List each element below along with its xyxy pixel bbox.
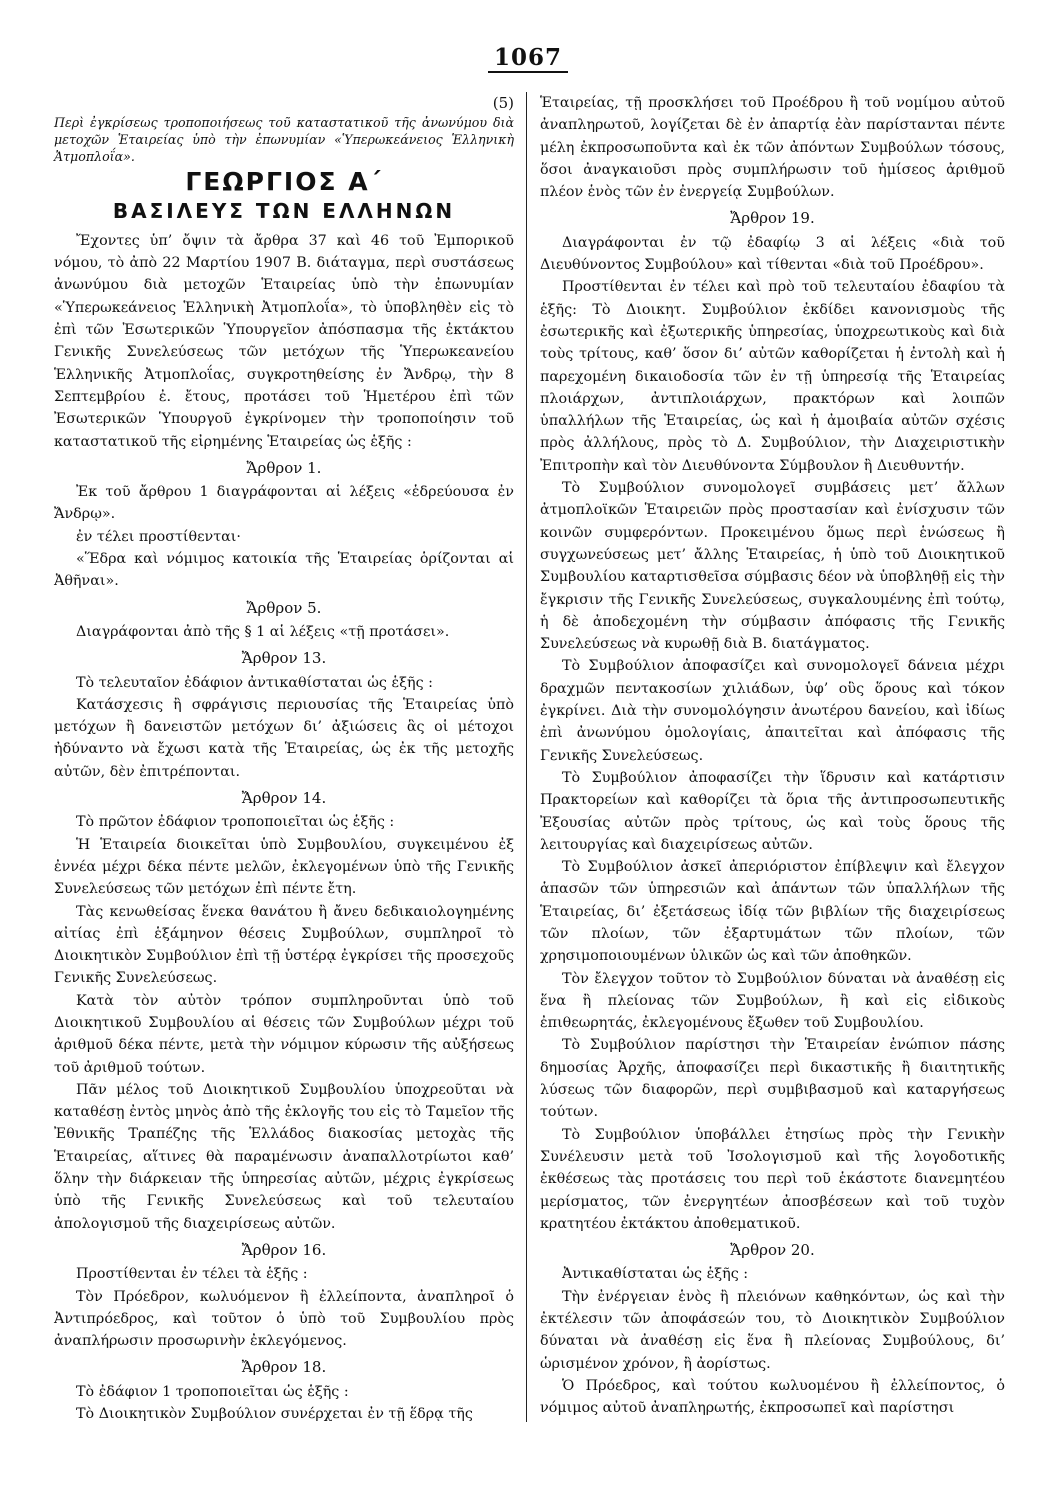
article-heading: Ἄρθρον 1. [246, 458, 322, 477]
paragraph: Τὸ Συμβούλιον παρίστησι τὴν Ἑταιρείαν ἐνώπιον πάσης δημοσίας Ἀρχῆς, ἀποφασίζει περὶ δικαστικῆς ἢ διαιτητικῆς λύσεως τῶν διαφορῶν, περὶ συμβιβασμοῦ καὶ καταργήσεως τούτων. [540, 1037, 1005, 1121]
paragraph: Διαγράφονται ἀπὸ τῆς § 1 αἱ λέξεις «τῇ προτάσει». [76, 623, 450, 640]
paragraph: Τὸ ἐδάφιον 1 τροποποιεῖται ὡς ἑξῆς : [76, 1383, 349, 1400]
article-heading: Ἄρθρον 5. [246, 598, 322, 617]
paragraph: Τὸ τελευταῖον ἐδάφιον ἀντικαθίσταται ὡς ἑξῆς : [76, 674, 433, 691]
paragraph: Τὸ πρῶτον ἐδάφιον τροποποιεῖται ὡς ἑξῆς : [76, 814, 395, 831]
paragraph: Προστίθενται ἐν τέλει τὰ ἑξῆς : [76, 1266, 308, 1283]
article-heading: Ἄρθρον 13. [241, 649, 327, 668]
page-number: 1067 [0, 44, 1056, 71]
paragraph: Κατὰ τὸν αὐτὸν τρόπον συμπληροῦνται ὑπὸ τοῦ Διοικητικοῦ Συμβουλίου αἱ θέσεις τῶν Συμβούλων μέχρι τοῦ ἀριθμοῦ δέκα πέντε, μετὰ τὴν νόμιμον κύρωσιν τῆς αὐξήσεως τοῦ ἀριθμοῦ τούτων. [54, 992, 514, 1076]
paragraph: Διαγράφονται ἐν τῷ ἐδαφίῳ 3 αἱ λέξεις «διὰ τοῦ Διευθύνοντος Συμβούλου» καὶ τίθενται «διὰ τοῦ Προέδρου». [540, 234, 1005, 274]
paragraph: Τὰς κενωθείσας ἕνεκα θανάτου ἢ ἄνευ δεδικαιολογημένης αἰτίας ἐπὶ ἑξάμηνον θέσεις Συμβούλων, συμπληροῖ τὸ Διοικητικὸν Συμβούλιον ἐπὶ τῇ ὑστέρᾳ ἐγκρίσει τῆς προσεχοῦς Γενικῆς Συνελεύσεως. [54, 903, 514, 987]
paragraph: Ἡ Ἑταιρεία διοικεῖται ὑπὸ Συμβουλίου, συγκειμένου ἐξ ἐννέα μέχρι δέκα πέντε μελῶν, ἐκλεγομένων ὑπὸ τῆς Γενικῆς Συνελεύσεως τῶν μετόχων ἐπὶ πέντε ἔτη. [54, 836, 514, 898]
paragraph: ἐν τέλει προστίθενται· [76, 528, 241, 545]
paragraph: Τὴν ἐνέργειαν ἑνὸς ἢ πλειόνων καθηκόντων, ὡς καὶ τὴν ἐκτέλεσιν τῶν ἀποφάσεών του, τὸ Διοικητικὸν Συμβούλιον δύναται νὰ ἀναθέσῃ εἰς ἕνα ἢ πλείονας Συμβούλους, δι’ ὡρισμένον χρόνον, ἢ ἀορίστως. [540, 1288, 1005, 1372]
article-heading: Ἄρθρον 14. [241, 789, 327, 808]
king-heading: ΓΕΩΡΓΙΟΣ Α΄ [185, 167, 383, 197]
article-heading: Ἄρθρον 18. [241, 1358, 327, 1377]
article-heading: Ἄρθρον 20. [730, 1241, 815, 1260]
paragraph: Ἐκ τοῦ ἄρθρου 1 διαγράφονται αἱ λέξεις «ἑδρεύουσα ἐν Ἄνδρῳ». [54, 484, 514, 523]
left-column [54, 92, 514, 1425]
law-title: Περὶ ἐγκρίσεως τροποποιήσεως τοῦ καταστατικοῦ τῆς ἀνωνύμου διὰ μετοχῶν Ἑταιρείας ὑπὸ τὴν ἐπωνυμίαν «Ὑπερωκεάνειος Ἑλληνικὴ Ἀτμοπλοΐα». [54, 115, 514, 165]
paragraph: Τὸν Πρόεδρον, κωλυόμενον ἢ ἐλλείποντα, ἀναπληροῖ ὁ Ἀντιπρόεδρος, καὶ τοῦτον ὁ ὑπὸ τοῦ Συμβουλίου πρὸς ἀναπλήρωσιν προσωρινὴν ἐκλεγόμενος. [54, 1288, 514, 1350]
paragraph: Κατάσχεσις ἢ σφράγισις περιουσίας τῆς Ἑταιρείας ὑπὸ μετόχων ἢ δανειστῶν μετόχων δι’ ἀξιώσεις ἃς οἱ μέτοχοι ἠδύναντο νὰ ἔχωσι κατὰ τῆς Ἑταιρείας, ὡς ἐκ τῆς μετοχῆς αὐτῶν, δὲν ἐπιτρέπονται. [54, 696, 514, 780]
paragraph: «Ἕδρα καὶ νόμιμος κατοικία τῆς Ἑταιρείας ὁρίζονται αἱ Ἀθῆναι». [54, 551, 514, 590]
article-heading: Ἄρθρον 16. [241, 1240, 327, 1259]
paragraph: Τὸ Συμβούλιον ἀποφασίζει καὶ συνομολογεῖ δάνεια μέχρι δραχμῶν πεντακοσίων χιλιάδων, ὑφ’ οὓς ὅρους καὶ τόκον ἐγκρίνει. Διὰ τὴν συνομολόγησιν ἀνωτέρου δανείου, καὶ ἰδίως ἐπὶ ἀνωνύμου ὁμολογίαις, ἀπαιτεῖται καὶ ἀπόφασις τῆς Γενικῆς Συνελεύσεως. [540, 658, 1005, 764]
law-number: (5) [492, 94, 514, 112]
column-divider [526, 92, 527, 1422]
right-column [540, 92, 1005, 1420]
paragraph: Τὸ Συμβούλιον ἀποφασίζει τὴν ἵδρυσιν καὶ κατάρτισιν Πρακτορείων καὶ καθορίζει τὰ ὅρια τῆς ἀντιπροσωπευτικῆς Ἐξουσίας αὐτῶν πρὸς τρίτους, ὡς καὶ τοὺς ὅρους τῆς λειτουργίας καὶ διαχειρίσεως αὐτῶν. [540, 769, 1005, 853]
paragraph: Τὸ Συμβούλιον ἀσκεῖ ἀπεριόριστον ἐπίβλεψιν καὶ ἔλεγχον ἁπασῶν τῶν ὑπηρεσιῶν καὶ ἁπάντων τῶν ὑπαλλήλων τῆς Ἑταιρείας, δι’ ἐξετάσεως ἰδίᾳ τῶν βιβλίων τῆς διαχειρίσεως τῶν πλοίων, τῶν ἐξαρτυμάτων τῶν πλοίων, τῶν χρησιμοποιουμένων ὑλικῶν ὡς καὶ τῶν ἀποθηκῶν. [540, 859, 1005, 965]
paragraph: Προστίθενται ἐν τέλει καὶ πρὸ τοῦ τελευταίου ἐδαφίου τὰ ἑξῆς: Τὸ Διοικητ. Συμβούλιον ἐκδίδει κανονισμοὺς τῆς ἐσωτερικῆς καὶ ἐξωτερικῆς ὑπηρεσίας, ὑποχρεωτικοὺς καὶ διὰ τοὺς τρίτους, καθ’ ὅσον δι’ αὐτῶν καθορίζεται ἡ ἐντολὴ καὶ ἡ παρεχομένη δικαιοδοσία τῶν ἐν τῇ ὑπηρεσίᾳ τῆς Ἑταιρείας πλοιάρχων, ἀντιπλοιάρχων, πρακτόρων καὶ λοιπῶν ὑπαλλήλων τῆς Ἑταιρείας, ὡς καὶ ἡ ἀμοιβαία αὐτῶν σχέσις πρὸς ἀλλήλους, πρὸς τὸ Δ. Συμβούλιον, τὴν Διαχειριστικὴν Ἐπιτροπὴν καὶ τὸν Διευθύνοντα Σύμβουλον ἢ Διευθυντήν. [540, 279, 1005, 474]
paragraph: Πᾶν μέλος τοῦ Διοικητικοῦ Συμβουλίου ὑποχρεοῦται νὰ καταθέσῃ ἐντὸς μηνὸς ἀπὸ τῆς ἐκλογῆς του εἰς τὸ Ταμεῖον τῆς Ἐθνικῆς Τραπέζης τῆς Ἑλλάδος διακοσίας μετοχὰς τῆς Ἑταιρείας, αἵτινες θὰ παραμένωσιν ἀναπαλλοτρίωτοι καθ’ ὅλην τὴν διάρκειαν τῆς ὑπηρεσίας αὐτῶν, μέχρις ἐγκρίσεως ὑπὸ τῆς Γενικῆς Συνελεύσεως καὶ τοῦ τελευταίου ἀπολογισμοῦ τῆς διαχειρίσεως αὐτῶν. [54, 1081, 514, 1232]
paragraph: Τὸ Συμβούλιον συνομολογεῖ συμβάσεις μετ’ ἄλλων ἀτμοπλοϊκῶν Ἑταιρειῶν πρὸς προστασίαν καὶ ἐνίσχυσιν τῶν κοινῶν συμφερόντων. Προκειμένου ὅμως περὶ ἑνώσεως ἢ συγχωνεύσεως μετ’ ἄλλης Ἑταιρείας, ἡ ὑπὸ τοῦ Διοικητικοῦ Συμβουλίου καταρτισθεῖσα σύμβασις δέον νὰ ὑποβληθῇ εἰς τὴν ἔγκρισιν τῆς Γενικῆς Συνελεύσεως, συγκαλουμένης ἐπὶ τούτῳ, ἡ δὲ ἀποδεχομένη τὴν σύμβασιν ἀπόφασις τῆς Γενικῆς Συνελεύσεως νὰ κυρωθῇ διὰ Β. διατάγματος. [540, 480, 1005, 653]
paragraph: Ἀντικαθίσταται ὡς ἑξῆς : [562, 1266, 749, 1283]
preamble: Ἔχοντες ὑπ’ ὄψιν τὰ ἄρθρα 37 καὶ 46 τοῦ Ἐμπορικοῦ νόμου, τὸ ἀπὸ 22 Μαρτίου 1907 Β. διάταγμα, περὶ συστάσεως ἀνωνύμου διὰ μετοχῶν Ἑταιρείας ὑπὸ τὴν ἐπωνυμίαν «Ὑπερωκεάνειος Ἑλληνικὴ Ἀτμοπλοΐα», τὸ ὑποβληθὲν εἰς τὸ ἐπὶ τῶν Ἐσωτερικῶν Ὑπουργεῖον ἀπόσπασμα τῆς ἐκτάκτου Γενικῆς Συνελεύσεως τῶν μετόχων τῆς Ὑπερωκεανείου Ἑλληνικῆς Ἀτμοπλοΐας, συγκροτηθείσης ἐν Ἄνδρῳ, τὴν 8 Σεπτεμβρίου ἐ. ἔτους, προτάσει τοῦ Ἡμετέρου ἐπὶ τῶν Ἐσωτερικῶν Ὑπουργοῦ ἐγκρίνομεν τὴν τροποποίησιν τοῦ καταστατικοῦ τῆς εἰρημένης Ἑταιρείας ὡς ἑξῆς : [54, 232, 514, 450]
paragraph: Τὸ Συμβούλιον ὑποβάλλει ἐτησίως πρὸς τὴν Γενικὴν Συνέλευσιν μετὰ τοῦ Ἰσολογισμοῦ καὶ τῆς λογοδοτικῆς ἐκθέσεως τὰς προτάσεις του περὶ τοῦ ἑκάστοτε διανεμητέου μερίσματος, τῶν ἐνεργητέων ἀποσβέσεων καὶ τοῦ τυχὸν κρατητέου ἐκτάκτου ἀποθεματικοῦ. [540, 1126, 1005, 1232]
paragraph: Τὸν ἔλεγχον τοῦτον τὸ Συμβούλιον δύναται νὰ ἀναθέσῃ εἰς ἕνα ἢ πλείονας τῶν Συμβούλων, ἢ καὶ εἰς εἰδικοὺς ἐπιθεωρητάς, ἐκλεγομένους ἔξωθεν τοῦ Συμβουλίου. [540, 970, 1005, 1032]
paragraph: Τὸ Διοικητικὸν Συμβούλιον συνέρχεται ἐν τῇ ἕδρᾳ τῆς [76, 1406, 473, 1423]
paragraph: Ἑταιρείας, τῇ προσκλήσει τοῦ Προέδρου ἢ τοῦ νομίμου αὐτοῦ ἀναπληρωτοῦ, λογίζεται δὲ ἐν ἀπαρτίᾳ ἐὰν παρίστανται πέντε μέλη ἐκπροσωποῦντα καὶ ἐκ τῶν ἀπόντων Συμβούλων τόσους, ὅσοι ἀναγκαιοῦσι πρὸς συμπλήρωσιν τοῦ ἡμίσεος ἀριθμοῦ πλέον ἑνὸς τῶν ἐν ἐνεργείᾳ Συμβούλων. [540, 95, 1005, 201]
king-subheading: ΒΑΣΙΛΕΥΣ ΤΩΝ ΕΛΛΗΝΩΝ [112, 198, 456, 223]
article-heading: Ἄρθρον 19. [730, 209, 815, 228]
paragraph: Ὁ Πρόεδρος, καὶ τούτου κωλυομένου ἢ ἐλλείποντος, ὁ νόμιμος αὐτοῦ ἀναπληρωτής, ἐκπροσωπεῖ καὶ παρίστησι [540, 1377, 1005, 1417]
